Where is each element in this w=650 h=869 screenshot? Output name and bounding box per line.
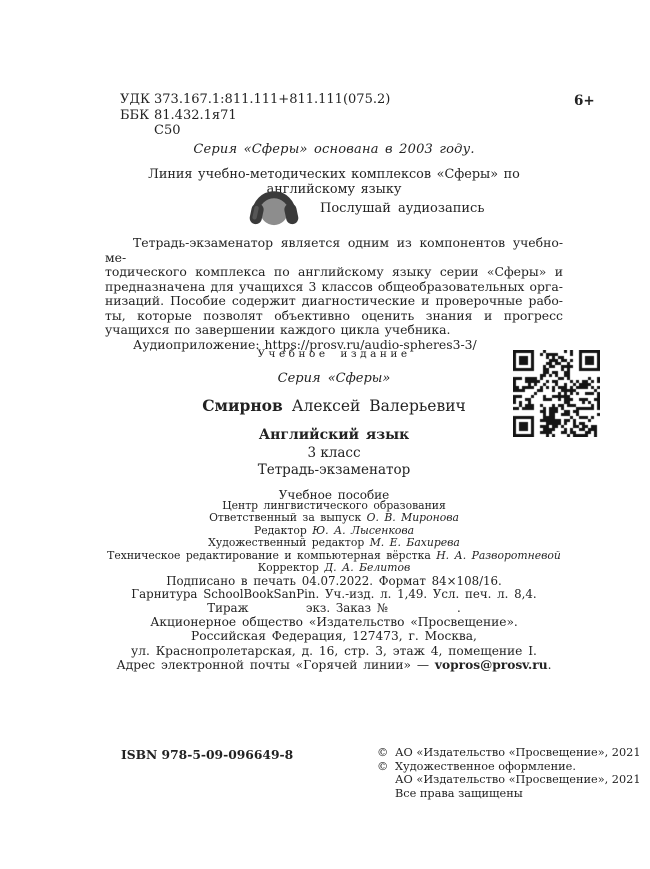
author-line — [105, 396, 563, 415]
copyright-block — [377, 746, 641, 800]
author-surname: Смирнов — [202, 396, 283, 415]
udk-value: 373.167.1:811.111+811.111(075.2) — [154, 92, 391, 107]
copyright-row — [377, 760, 641, 774]
credit-row: Техническое редактирование и компьютерная вёрстка Н. А. Разворотневой — [107, 548, 561, 562]
copyright-text: АО «Издательство «Просвещение», 2021 — [395, 746, 641, 759]
age-rating-badge: 6+ — [574, 93, 595, 109]
publisher-address-line: ул. Краснопролетарская, д. 16, стр. 3, этаж 4, помещение I. — [131, 643, 537, 658]
credit-name: Д. А. Белитов — [324, 561, 411, 575]
tirazh-line: Тираж экз. Заказ № . — [207, 600, 461, 615]
publisher-city-line: Российская Федерация, 127473, г. Москва, — [191, 629, 477, 644]
credit-row: Редактор Ю. А. Лысенкова — [253, 523, 415, 537]
annotation-line: низаций. Пособие содержит диагностические и проверочные рабо- — [105, 293, 563, 308]
audio-row — [248, 183, 484, 233]
book-type: Тетрадь-экзаменатор — [257, 462, 411, 478]
credits-block — [105, 500, 563, 574]
print-info-block — [105, 575, 563, 615]
audio-listen-label: Послушай аудиозапись — [320, 200, 485, 216]
credit-row: Корректор Д. А. Белитов — [257, 561, 411, 575]
isbn: ISBN 978-5-09-096649-8 — [121, 747, 294, 762]
publisher-email-line: Адрес электронной почты «Горячей линии» — vopros@prosv.ru. — [116, 658, 552, 673]
credit-row: Художественный редактор М. Е. Бахирева — [208, 536, 460, 550]
credits-center-line: Центр лингвистического образования — [222, 499, 446, 512]
copyright-symbol: © — [377, 746, 389, 759]
udk-label: УДК — [120, 92, 151, 107]
umk-series-line: Линия учебно-методических комплексов «Сферы» по английскому языку — [148, 167, 520, 197]
bbk-value: 81.432.1я71 — [154, 107, 237, 123]
copyright-row — [377, 746, 641, 760]
copyright-symbol: © — [377, 759, 389, 773]
copyright-symbol — [377, 773, 395, 787]
typeface-line: Гарнитура SchoolBookSanPin. Уч.-изд. л. 1,49. Усл. печ. л. 8,4. — [131, 587, 537, 602]
copyright-text: Художественное оформление. — [395, 759, 576, 773]
author-code: С50 — [154, 123, 181, 138]
copyright-text: Все права защищены — [395, 786, 523, 800]
copyright-symbol — [377, 787, 395, 801]
edition-label: Учебное издание — [257, 348, 411, 360]
annotation-line: учащихся по завершении каждого цикла учебника. — [105, 322, 451, 337]
book-grade: 3 класс — [307, 445, 361, 461]
copyright-row — [377, 787, 641, 801]
publisher-name-line: Акционерное общество «Издательство «Просвещение». — [150, 615, 518, 629]
edition-type-label: Учебное пособие — [278, 488, 390, 502]
credit-name: М. Е. Бахирева — [369, 536, 460, 550]
bbk-label: ББК — [120, 107, 150, 123]
book-subject: Английский язык — [258, 427, 410, 443]
headphones-icon — [248, 181, 300, 235]
print-date-format-line: Подписано в печать 04.07.2022. Формат 84×108/16. — [166, 574, 502, 588]
edition-series-line: Серия «Сферы» — [277, 371, 391, 386]
audio-app-line: Аудиоприложение: https://prosv.ru/audio-spheres3-3/ — [133, 336, 477, 352]
publisher-block — [105, 615, 563, 673]
edition-block — [105, 348, 563, 502]
hotline-email: vopros@prosv.ru — [434, 658, 548, 673]
credit-name: О. В. Миронова — [366, 511, 459, 525]
author-name: Алексей Валерьевич — [291, 397, 466, 415]
annotation-paragraph — [105, 236, 563, 352]
qr-code — [513, 350, 600, 437]
series-founded-line: Серия «Сферы» основана в 2003 году. — [193, 142, 475, 157]
annotation-line: ты, которые позволят объективно оценить знания и прогресс — [105, 307, 563, 323]
credit-row: Ответственный за выпуск О. В. Миронова — [209, 511, 459, 525]
annotation-line: тодического комплекса по английскому языку серии «Сферы» и — [105, 264, 563, 279]
annotation-line: Тетрадь-экзаменатор является одним из компонентов учебно-ме- — [105, 235, 563, 265]
copyright-row — [377, 773, 641, 787]
annotation-line: предназначена для учащихся 3 классов общеобразовательных орга- — [105, 278, 563, 294]
credit-name: Ю. А. Лысенкова — [312, 523, 415, 537]
copyright-text: АО «Издательство «Просвещение», 2021 — [395, 773, 641, 786]
classification-codes — [120, 92, 390, 139]
credit-name: Н. А. Разворотневой — [436, 548, 561, 562]
